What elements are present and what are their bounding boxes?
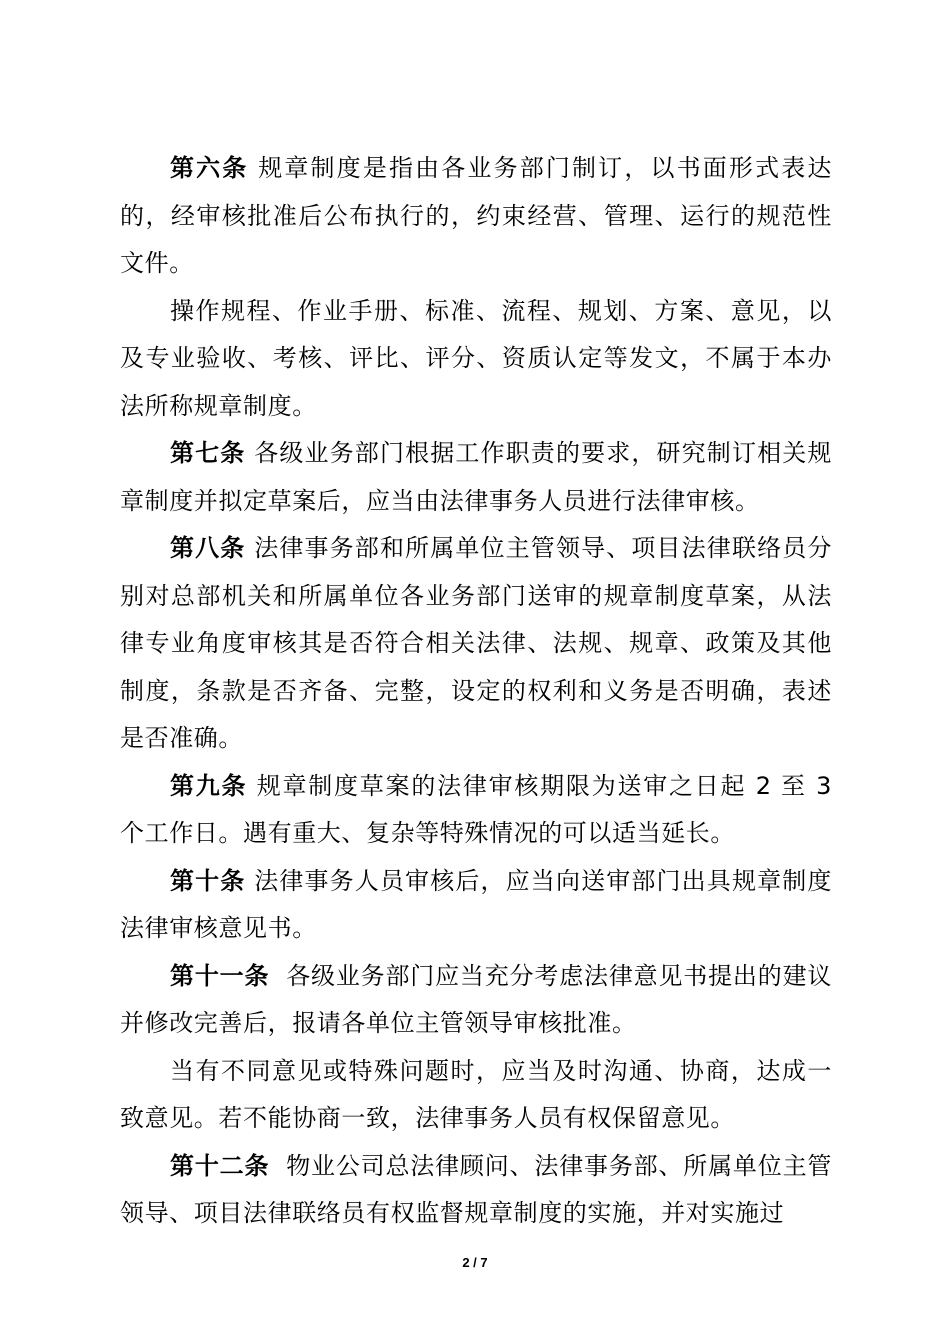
paragraph-text: 各级业务部门应当充分考虑法律意见书提出的建议并修改完善后，报请各单位主管领导审核批准。 (120, 961, 832, 1037)
article-separator (269, 962, 286, 990)
paragraph-text: 法律事务部和所属单位主管领导、项目法律联络员分别对总部机关和所属单位各业务部门送审的规章制度草案，从法律专业角度审核其是否符合相关法律、法规、规章、政策及其他制度，条款是否齐备、完整，设定的权利和义务是否明确，表述是否准确。 (120, 534, 832, 752)
article-number: 第七条 (170, 439, 246, 467)
page-footer (0, 1255, 950, 1270)
article-separator (245, 439, 254, 467)
paragraph-article-6 (120, 145, 832, 288)
paragraph-article-11-note (120, 1048, 832, 1143)
article-separator (248, 154, 258, 182)
paragraph-article-10 (120, 858, 832, 953)
article-separator (245, 534, 254, 562)
article-number: 第六条 (170, 154, 249, 182)
paragraph-text: 操作规程、作业手册、标准、流程、规划、方案、意见，以及专业验收、考核、评比、评分、资质认定等发文，不属于本办法所称规章制度。 (120, 296, 832, 420)
article-separator (245, 867, 254, 895)
paragraph-text: 各级业务部门根据工作职责的要求，研究制订相关规章制度并拟定草案后，应当由法律事务人员进行法律审核。 (120, 439, 832, 515)
paragraph-article-6-note (120, 288, 832, 431)
paragraph-article-12 (120, 1143, 832, 1238)
paragraph-article-7 (120, 430, 832, 525)
paragraph-text: 当有不同意见或特殊问题时，应当及时沟通、协商，达成一致意见。若不能协商一致，法律事务人员有权保留意见。 (120, 1056, 832, 1132)
paragraph-article-11 (120, 953, 832, 1048)
paragraph-article-8 (120, 525, 832, 763)
paragraph-text: 法律事务人员审核后，应当向送审部门出具规章制度法律审核意见书。 (120, 866, 832, 942)
paragraph-text: 物业公司总法律顾问、法律事务部、所属单位主管领导、项目法律联络员有权监督规章制度的实施，并对实施过 (120, 1151, 832, 1227)
article-number: 第九条 (170, 771, 248, 800)
paragraph-text: 规章制度草案的法律审核期限为送审之日起 2 至 3 个工作日。遇有重大、复杂等特殊情况的可以适当延长。 (120, 771, 832, 847)
document-body (120, 145, 832, 1238)
article-number: 第十条 (170, 866, 246, 895)
article-number: 第八条 (170, 534, 246, 562)
article-separator (269, 1152, 286, 1180)
article-number: 第十二条 (170, 1151, 270, 1180)
article-number: 第十一条 (170, 961, 270, 990)
page-number: 2 / 7 (462, 1255, 488, 1270)
paragraph-article-9 (120, 763, 832, 858)
paragraph-text: 规章制度是指由各业务部门制订，以书面形式表达的，经审核批准后公布执行的，约束经营、管理、运行的规范性文件。 (120, 154, 832, 277)
article-separator (247, 772, 256, 800)
